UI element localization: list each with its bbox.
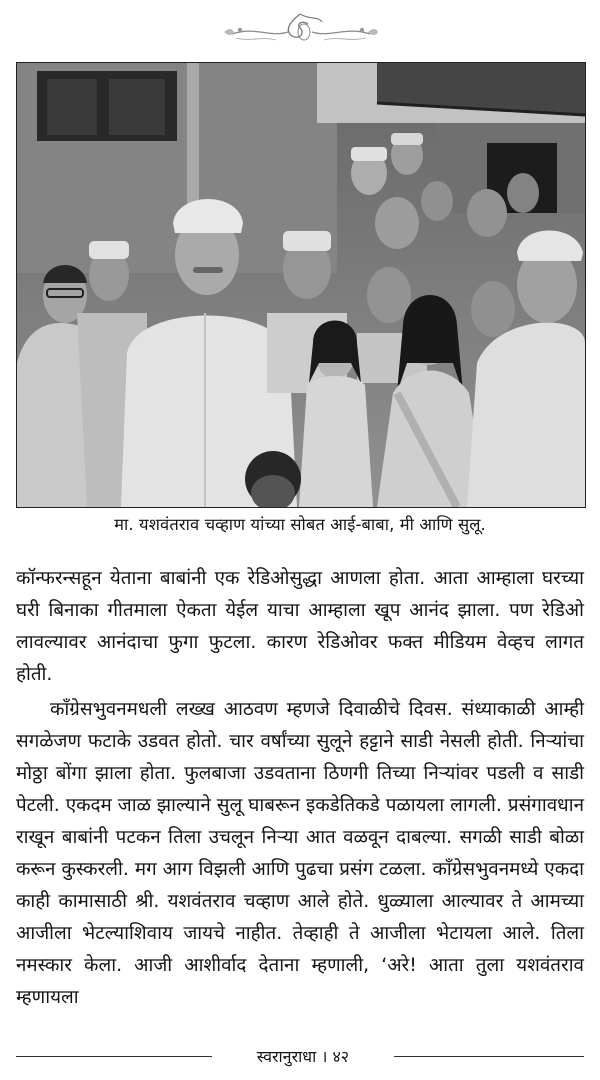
paragraph-diwali: काँग्रेसभुवनमधली लख्ख आठवण म्हणजे दिवाळीचे दिवस. संध्याकाळी आम्ही सगळेजण फटाके उडवत होतो. चार वर्षांच्या सुलूने हट्टाने साडी नेसली होती. निऱ्यांचा मोठ्ठा बोंगा झाला होता. फुलबाजा उडवताना ठिणगी तिच्या निऱ्यांवर पडली व साडी पेटली. एकदम जाळ झाल्याने सुलू घाबरून इकडेतिकडे पळायला लागली. प्रसंगावधान राखून बाबांनी पटकन तिला उचलून निऱ्या आत वळवून दाबल्या. सगळी साडी बोळा करून कुस्करली. मग आग विझली आणि पुढचा प्रसंग टळला. काँग्रेसभुवनमध्ये एकदा काही कामासाठी श्री. यशवंतराव चव्हाण आले होते. धुळ्याला आल्यावर ते आमच्या आजीला भेटल्याशिवाय जायचे नाहीत. तेव्हाही ते आजीला भेटायला आले. तिला नमस्कार केला. आजी आशीर्वाद देताना म्हणाली, ‘अरे! आता तुला यशवंतराव म्हणायला (16, 699, 584, 1008)
page-footer (0, 1045, 600, 1069)
photo-caption: मा. यशवंतराव चव्हाण यांच्या सोबत आई-बाबा, मी आणि सुलू. (114, 515, 486, 534)
photo-illustration (17, 63, 585, 507)
header-ornament (0, 8, 600, 48)
paragraph-radio: कॉन्फरन्सहून येताना बाबांनी एक रेडिओसुद्धा आणला होता. आता आम्हाला घरच्या घरी बिनाका गीतमाला ऐकता येईल याचा आम्हाला खूप आनंद झाला. पण रेडिओ लावल्यावर आनंदाचा फुगा फुटला. कारण रेडिओवर फक्त मीडियम वेव्हच लागत होती. (16, 568, 584, 685)
group-photograph (16, 62, 586, 508)
footer-rule-left (16, 1056, 212, 1057)
body-text (16, 563, 584, 1014)
footer-book-title-page-number: स्वरानुराधा । ४२ (256, 1047, 350, 1066)
footer-rule-right (394, 1056, 584, 1057)
